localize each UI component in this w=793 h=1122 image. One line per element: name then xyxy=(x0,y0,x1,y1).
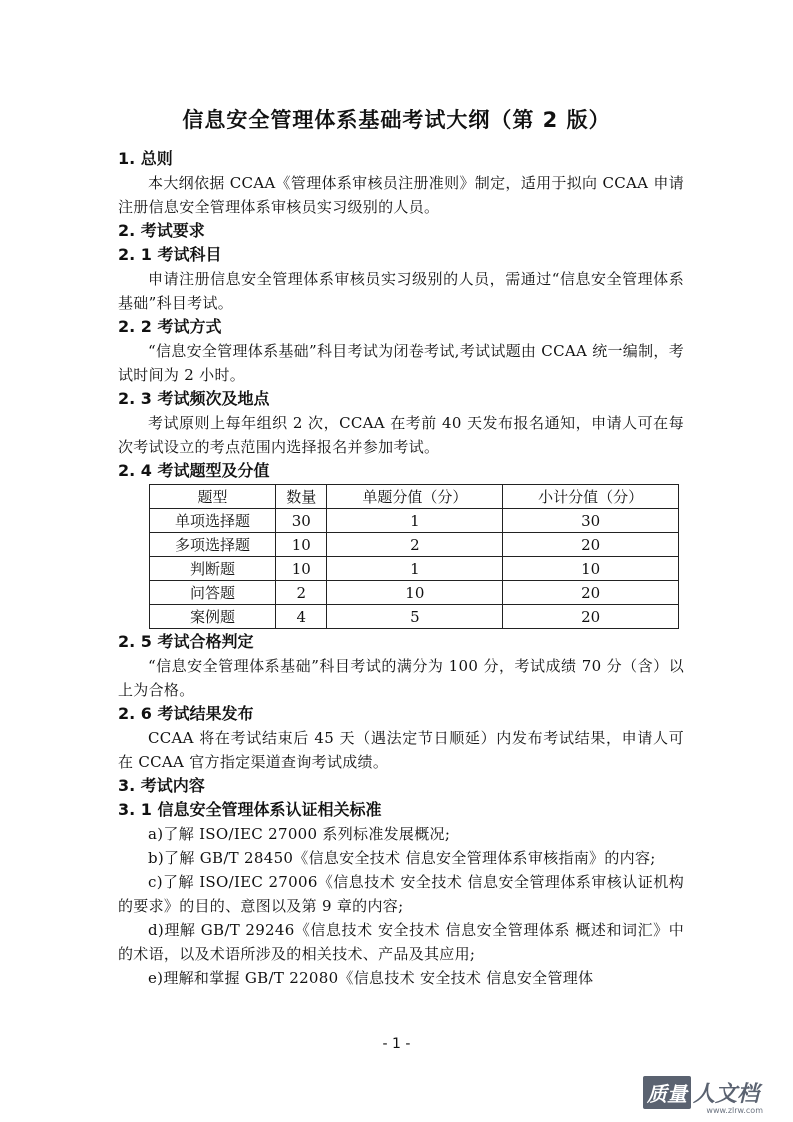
section-2-3-paragraph: 考试原则上每年组织 2 次，CCAA 在考前 40 天发布报名通知，申请人可在每次考试设立的考点范围内选择报名并参加考试。 xyxy=(118,414,684,456)
section-2-1-paragraph: 申请注册信息安全管理体系审核员实习级别的人员，需通过“信息安全管理体系基础”科目考试。 xyxy=(118,270,684,312)
section-heading-2-1: 2. 1 考试科目 xyxy=(118,245,222,264)
table-row xyxy=(150,533,679,557)
section-heading-3: 3. 考试内容 xyxy=(118,776,205,795)
list-item: e)理解和掌握 GB/T 22080《信息技术 安全技术 信息安全管理体 xyxy=(148,969,594,987)
table-cell: 2 xyxy=(327,533,503,557)
table-header-row xyxy=(150,485,679,509)
watermark-box-text: 质量 xyxy=(643,1076,691,1109)
table-cell: 1 xyxy=(327,557,503,581)
table-cell: 20 xyxy=(503,581,679,605)
section-2-2-paragraph: “信息安全管理体系基础”科目考试为闭卷考试,考试试题由 CCAA 统一编制，考试时间为 2 小时。 xyxy=(118,342,684,384)
section-heading-2-3: 2. 3 考试频次及地点 xyxy=(118,389,270,408)
table-cell: 10 xyxy=(276,533,327,557)
table-cell: 20 xyxy=(503,605,679,629)
table-cell: 20 xyxy=(503,533,679,557)
table-cell: 30 xyxy=(503,509,679,533)
section-heading-2-6: 2. 6 考试结果发布 xyxy=(118,704,254,723)
list-item: c)了解 ISO/IEC 27006《信息技术 安全技术 信息安全管理体系审核认证机构的要求》的目的、意图以及第 9 章的内容; xyxy=(118,873,684,915)
table-row xyxy=(150,581,679,605)
table-cell: 10 xyxy=(503,557,679,581)
section-1-paragraph: 本大纲依据 CCAA《管理体系审核员注册准则》制定，适用于拟向 CCAA 申请注册信息安全管理体系审核员实习级别的人员。 xyxy=(118,174,684,216)
list-item: a)了解 ISO/IEC 27000 系列标准发展概况; xyxy=(148,825,451,843)
section-heading-1: 1. 总则 xyxy=(118,149,173,168)
table-row xyxy=(150,509,679,533)
page-number: - 1 - xyxy=(382,1036,411,1052)
table-header-cell: 数量 xyxy=(276,485,327,509)
table-cell: 1 xyxy=(327,509,503,533)
table-cell: 5 xyxy=(327,605,503,629)
document-body xyxy=(118,147,684,990)
section-heading-2-5: 2. 5 考试合格判定 xyxy=(118,632,254,651)
section-2-5-paragraph: “信息安全管理体系基础”科目考试的满分为 100 分，考试成绩 70 分（含）以上为合格。 xyxy=(118,657,684,699)
table-header-cell: 小计分值（分） xyxy=(503,485,679,509)
exam-score-table xyxy=(149,484,679,629)
table-row xyxy=(150,605,679,629)
section-heading-2: 2. 考试要求 xyxy=(118,221,205,240)
section-heading-2-4: 2. 4 考试题型及分值 xyxy=(118,461,270,480)
list-item: b)了解 GB/T 28450《信息安全技术 信息安全管理体系审核指南》的内容; xyxy=(148,849,656,867)
section-heading-3-1: 3. 1 信息安全管理体系认证相关标准 xyxy=(118,800,382,819)
table-cell: 判断题 xyxy=(150,557,276,581)
table-cell: 单项选择题 xyxy=(150,509,276,533)
watermark-logo xyxy=(643,1074,779,1115)
list-item: d)理解 GB/T 29246《信息技术 安全技术 信息安全管理体系 概述和词汇》中的术语，以及术语所涉及的相关技术、产品及其应用; xyxy=(118,921,684,963)
table-cell: 问答题 xyxy=(150,581,276,605)
document-title: 信息安全管理体系基础考试大纲（第 2 版） xyxy=(182,108,611,132)
table-cell: 多项选择题 xyxy=(150,533,276,557)
section-2-6-paragraph: CCAA 将在考试结束后 45 天（遇法定节日顺延）内发布考试结果，申请人可在 CCAA 官方指定渠道查询考试成绩。 xyxy=(118,729,684,771)
table-cell: 案例题 xyxy=(150,605,276,629)
table-cell: 30 xyxy=(276,509,327,533)
watermark-url: www.zlrw.com xyxy=(706,1106,763,1115)
table-cell: 10 xyxy=(276,557,327,581)
section-heading-2-2: 2. 2 考试方式 xyxy=(118,317,222,336)
table-row xyxy=(150,557,679,581)
table-header-cell: 题型 xyxy=(150,485,276,509)
table-header-cell: 单题分值（分） xyxy=(327,485,503,509)
table-cell: 4 xyxy=(276,605,327,629)
table-cell: 10 xyxy=(327,581,503,605)
table-cell: 2 xyxy=(276,581,327,605)
watermark-text: 人文档 xyxy=(693,1081,760,1107)
